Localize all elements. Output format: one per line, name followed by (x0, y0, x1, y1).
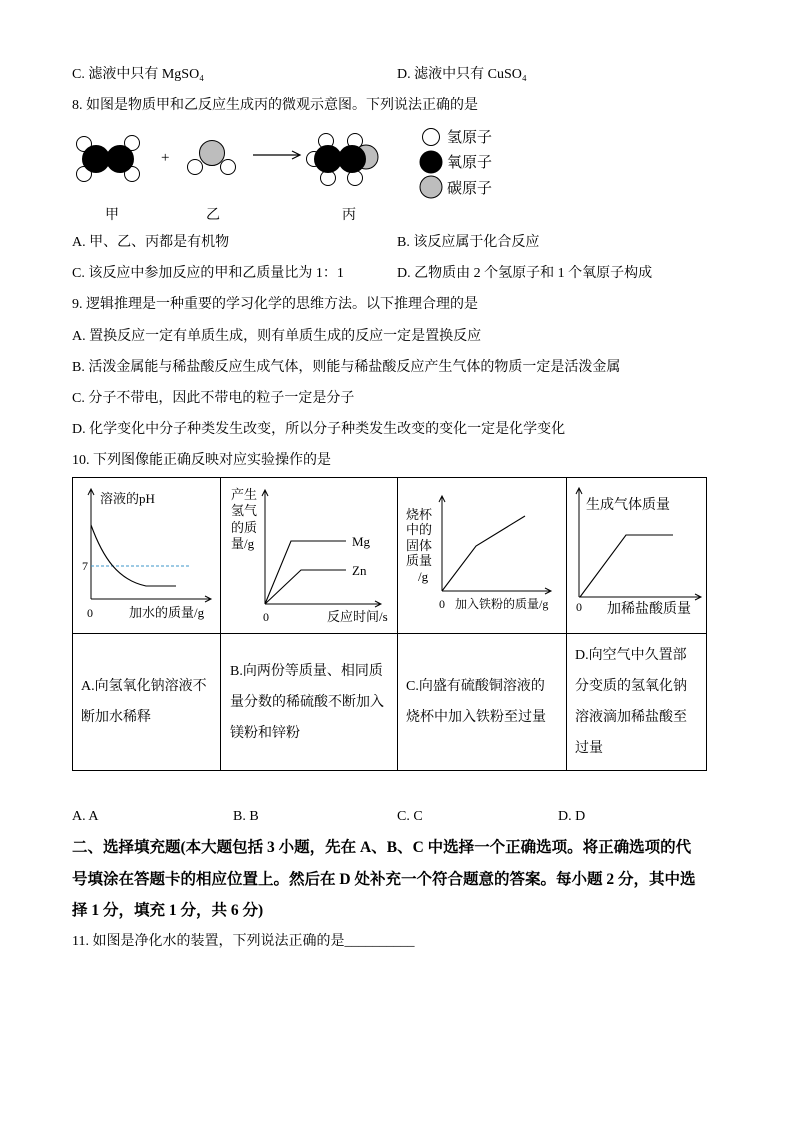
y-axis-label-line: 产生 (231, 487, 258, 502)
legend-oxygen-label: 氧原子 (447, 155, 493, 171)
section2-heading-line: 二、选择填充题(本大题包括 3 小题，先在 A、B、C 中选择一个正确选项。将正确选项的代 (72, 839, 692, 856)
mg-series-label: Mg (352, 534, 371, 549)
q9-stem: 9. 逻辑推理是一种重要的学习化学的思维方法。以下推理合理的是 (72, 297, 478, 312)
section2-heading-line: 号填涂在答题卡的相应位置上。然后在 D 处补充一个符合题意的答案。每小题 2 分，其中选 (72, 871, 696, 888)
oxygen-atom (83, 146, 110, 173)
section2-heading-line: 择 1 分，填充 1 分，共 6 分) (72, 902, 264, 919)
x-axis-label: 加入铁粉的质量/g (455, 597, 549, 611)
x-axis-label: 反应时间/s (327, 609, 388, 624)
ph7-tick-label: 7 (82, 559, 88, 573)
description-line: 量分数的稀硫酸不断加入 (230, 694, 384, 710)
description-line: 烧杯中加入铁粉至过量 (406, 710, 546, 725)
label-yi: 乙 (206, 208, 220, 223)
q10-stem: 10. 下列图像能正确反映对应实验操作的是 (72, 453, 331, 468)
q8-option-b: B. 该反应属于化合反应 (397, 235, 540, 250)
y-axis-label-line: 质量 (406, 553, 433, 568)
description-cell-b (221, 634, 398, 771)
legend-hydrogen-label: 氢原子 (447, 130, 493, 146)
carbon-atom (200, 141, 225, 166)
solid-mass-line (442, 516, 525, 591)
hydrogen-atom (188, 160, 203, 175)
oxygen-atom (339, 146, 366, 173)
plus-sign: + (161, 150, 170, 166)
molecule-jia (77, 136, 140, 182)
q8-option-d: D. 乙物质由 2 个氢原子和 1 个氧原子构成 (397, 266, 653, 281)
graph-c-solid-mass (398, 478, 567, 633)
q9-option-a: A. 置换反应一定有单质生成，则有单质生成的反应一定是置换反应 (72, 329, 482, 344)
graph-cell-a (73, 478, 221, 634)
origin-label: 0 (263, 610, 269, 624)
description-line: B.向两份等质量、相同质 (230, 663, 383, 679)
ph-curve (91, 525, 176, 586)
origin-label: 0 (87, 606, 93, 620)
q10-option-b: B. B (233, 809, 259, 824)
description-line: A.向氢氧化钠溶液不 (81, 679, 207, 694)
atom-legend (420, 129, 492, 199)
legend-hydrogen-swatch (423, 129, 440, 146)
label-bing: 丙 (342, 208, 356, 223)
description-cell-d (567, 634, 707, 771)
oxygen-atom (315, 146, 342, 173)
molecule-reaction-diagram (0, 120, 520, 225)
reaction-arrow (253, 151, 300, 159)
description-cell-c (398, 634, 567, 771)
y-axis-label-line: /g (418, 569, 429, 584)
y-axis-label-line: 固体 (406, 538, 433, 553)
graph-a-ph-dilution (73, 478, 221, 633)
description-line: 过量 (575, 741, 603, 756)
q9-option-c: C. 分子不带电，因此不带电的粒子一定是分子 (72, 391, 355, 406)
q11-line (72, 932, 414, 952)
molecule-bing (307, 134, 379, 186)
q8-option-a: A. 甲、乙、丙都是有机物 (72, 235, 230, 250)
y-axis-label-line: 氢气 (231, 503, 258, 518)
q7-option-d: D. 滤液中只有 CuSO₄ (397, 67, 527, 82)
q11-stem: 11. 如图是净化水的装置，下列说法正确的是 (72, 934, 345, 949)
x-axis-label: 加水的质量/g (129, 605, 205, 620)
q8-stem: 8. 如图是物质甲和乙反应生成丙的微观示意图。下列说法正确的是 (72, 98, 478, 113)
oxygen-atom (107, 146, 134, 173)
graph-cell-d (567, 478, 707, 634)
gas-mass-line (580, 535, 673, 597)
legend-carbon-swatch (420, 176, 442, 198)
answer-blank: __________ (344, 934, 415, 949)
label-jia: 甲 (105, 208, 119, 223)
q9-option-b: B. 活泼金属能与稀盐酸反应生成气体，则能与稀盐酸反应产生气体的物质一定是活泼金属 (72, 360, 621, 375)
legend-carbon-label: 碳原子 (447, 181, 493, 197)
hydrogen-atom (221, 160, 236, 175)
q10-graph-table (72, 477, 707, 771)
description-cell-a (73, 634, 221, 771)
molecule-yi (188, 141, 236, 175)
graph-cell-c (398, 478, 567, 634)
y-axis-label-line: 量/g (231, 536, 255, 551)
x-axis-label: 加稀盐酸质量 (607, 602, 691, 617)
y-axis-label-line: 的质 (231, 520, 258, 535)
y-axis-label: 生成气体质量 (586, 498, 670, 513)
q8-option-c: C. 该反应中参加反应的甲和乙质量比为 1：1 (72, 266, 344, 281)
q7-option-c: C. 滤液中只有 MgSO₄ (72, 67, 205, 82)
mg-series-line (265, 541, 346, 604)
q10-option-c: C. C (397, 809, 423, 824)
zn-series-label: Zn (352, 563, 367, 578)
description-line: C.向盛有硫酸铜溶液的 (406, 679, 545, 694)
y-axis-label-line: 中的 (406, 522, 433, 537)
description-line: 镁粉和锌粉 (230, 725, 300, 741)
description-line: 断加水稀释 (81, 710, 151, 725)
graph-cell-b (221, 478, 398, 634)
q10-option-d: D. D (558, 809, 586, 824)
graph-d-gas-mass (567, 478, 706, 633)
legend-oxygen-swatch (420, 151, 442, 173)
description-line: D.向空气中久置部 (575, 648, 687, 663)
y-axis-label-line: 烧杯 (406, 507, 433, 522)
q9-option-d: D. 化学变化中分子种类发生改变，所以分子种类发生改变的变化一定是化学变化 (72, 422, 566, 437)
q10-option-a: A. A (72, 809, 99, 824)
origin-label: 0 (576, 600, 582, 614)
y-axis-label: 溶液的pH (100, 491, 155, 506)
description-line: 分变质的氢氧化钠 (575, 679, 687, 694)
description-line: 溶液滴加稀盐酸至 (575, 710, 687, 725)
graph-b-hydrogen-mass (221, 478, 398, 633)
origin-label: 0 (439, 597, 445, 611)
